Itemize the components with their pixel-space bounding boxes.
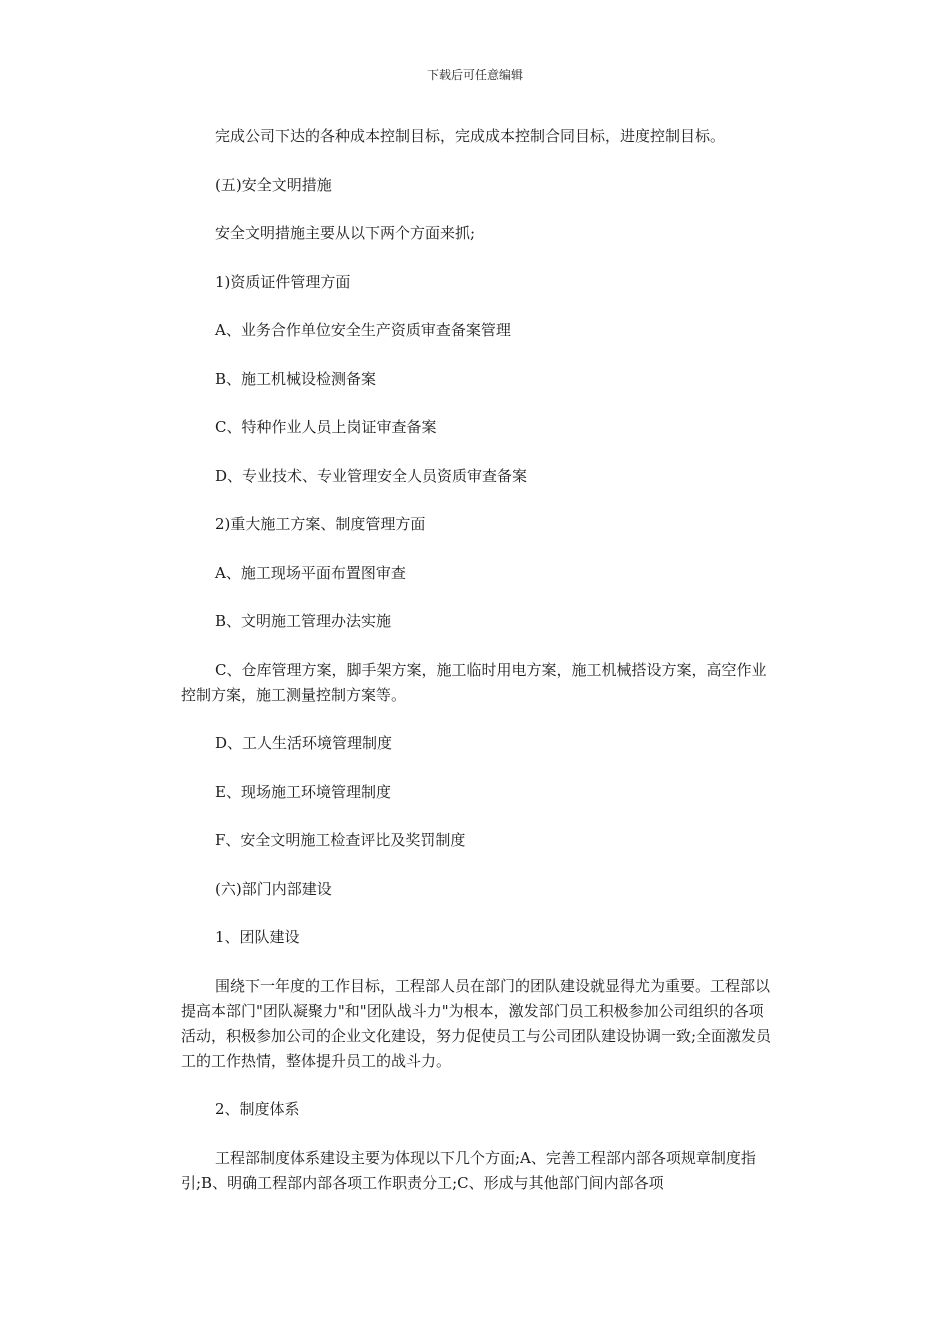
section-heading: (五)安全文明措施 — [215, 175, 332, 194]
section-heading: (六)部门内部建设 — [215, 879, 332, 898]
list-item: B、文明施工管理办法实施 — [215, 612, 392, 630]
paragraph: 完成公司下达的各种成本控制目标，完成成本控制合同目标，进度控制目标。 — [215, 127, 726, 145]
paragraph: 工程部制度体系建设主要为体现以下几个方面;A、完善工程部内部各项规章制度指引;B、明确工程部内部各项工作职责分工;C、形成与其他部门间内部各项 — [181, 1148, 756, 1192]
list-item: D、工人生活环境管理制度 — [215, 734, 393, 752]
list-item: A、施工现场平面布置图审查 — [215, 563, 406, 582]
list-item: A、业务合作单位安全生产资质审查备案管理 — [215, 321, 511, 339]
page-header-note: 下载后可任意编辑 — [426, 68, 523, 82]
list-item: C、仓库管理方案，脚手架方案，施工临时用电方案，施工机械搭设方案，高空作业控制方案，施工测量控制方案等。 — [181, 660, 767, 704]
list-item: B、施工机械设检测备案 — [215, 369, 377, 388]
sub-heading: 1、团队建设 — [215, 928, 300, 946]
list-item: F、安全文明施工检查评比及奖罚制度 — [215, 831, 466, 849]
sub-heading: 1)资质证件管理方面 — [215, 272, 351, 291]
list-item: E、现场施工环境管理制度 — [215, 782, 391, 801]
document-body — [181, 124, 775, 1219]
paragraph: 围绕下一年度的工作目标，工程部人员在部门的团队建设就显得尤为重要。工程部以提高本部门"团队凝聚力"和"团队战斗力"为根本，激发部门员工积极参加公司组织的各项活动，积极参加公司的企业文化建设，努力促使员工与公司团队建设协调一致;全面激发员工的工作热情，整体提升员工的战斗力。 — [181, 976, 772, 1070]
list-item: C、特种作业人员上岗证审查备案 — [215, 418, 437, 436]
list-item: D、专业技术、专业管理安全人员资质审查备案 — [215, 466, 528, 485]
sub-heading: 2、制度体系 — [215, 1100, 300, 1118]
sub-heading: 2)重大施工方案、制度管理方面 — [215, 515, 426, 533]
paragraph: 安全文明措施主要从以下两个方面来抓; — [215, 224, 476, 242]
